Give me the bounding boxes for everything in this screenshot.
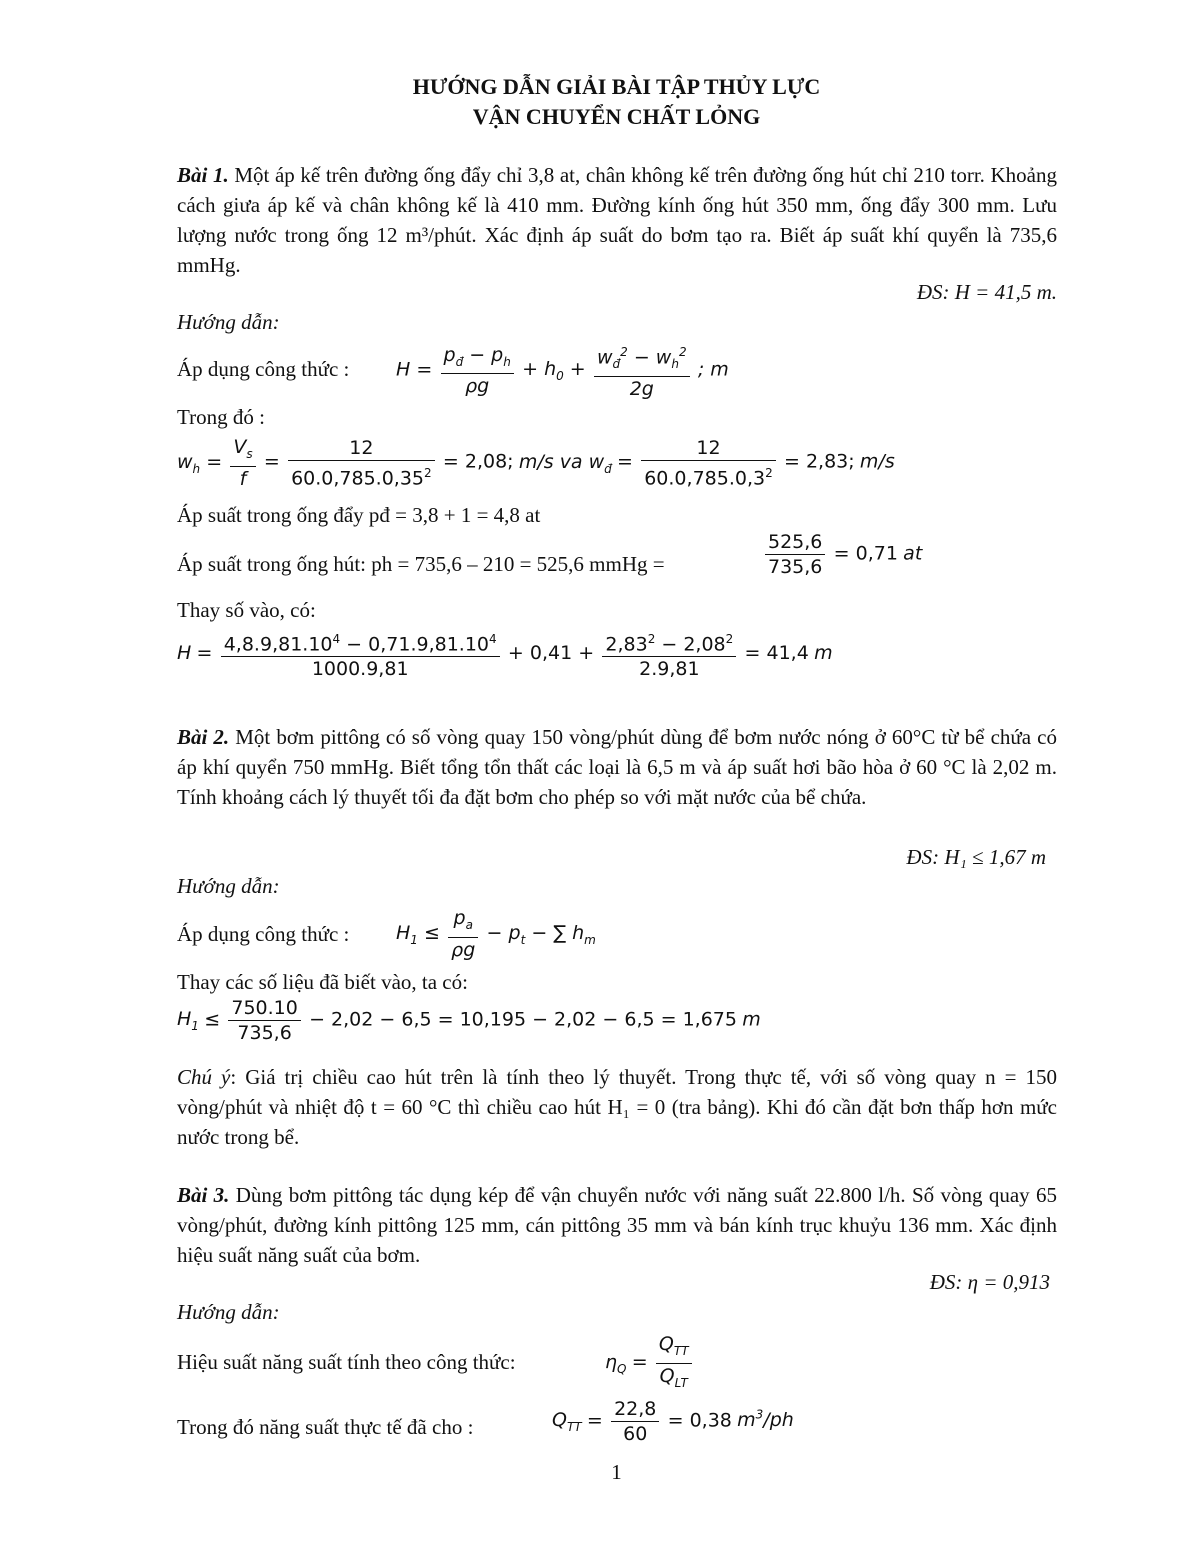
formula-suction-ratio: $\frac{525,6}{735,6}$ = 0,71 at xyxy=(762,530,922,579)
exercise-3-actual-label: Trong đó năng suất thực tế đã cho : xyxy=(177,1415,474,1439)
exercise-2-label: Bài 2. xyxy=(177,725,230,749)
exercise-1-push-pressure: Áp suất trong ống đẩy pđ = 3,8 + 1 = 4,8 at xyxy=(177,503,541,527)
exercise-2-note xyxy=(177,1062,1057,1152)
formula-actual-flow: $Q_{TT}$ = $\frac{22,8}{60}$ = 0,38 $m^3/ph$ xyxy=(552,1398,794,1445)
exercise-2-apply-label: Áp dụng công thức : xyxy=(177,922,350,946)
formula-result-1: H = $\frac{4,8.9,81.10^4 - 0,71.9,81.10^4}{1000.9,81}$ + 0,41 + $\frac{2,83^2 - 2,08^2}{2.9,81}$ = 41,4 m xyxy=(177,627,833,681)
exercise-1-text xyxy=(177,160,1057,280)
exercise-2-substitute-label: Thay các số liệu đã biết vào, ta có: xyxy=(177,970,468,994)
exercise-2-note-body: : Giá trị chiều cao hút trên là tính theo lý thuyết. Trong thực tế, với số vòng quay n = 150 vòng/phút và nhiệt độ t = 60 °C thì chiều cao hút H₁ = 0 (tra bảng). Khi đó cần đặt bơn thấp hơn mức nước trong bể. xyxy=(177,1065,1057,1149)
formula-2: $H_1$ ≤ $\frac{p_a}{\rho g}$ − $p_t$ − ∑ $h_m$ xyxy=(396,907,596,961)
exercise-1-body: Một áp kế trên đường ống đẩy chỉ 3,8 at, chân không kế trên đường ống hút chỉ 210 torr. Khoảng cách giưa áp kế và chân không kế là 410 mm. Đường kính ống hút 350 mm, ống đẩy 300 mm. Lưu lượng nước trong ống 12 m³/phút. Xác định áp suất do bơm tạo ra. Biết áp suất khí quyển là 735,6 mmHg. xyxy=(177,163,1058,277)
exercise-1-answer: ĐS: H = 41,5 m. xyxy=(916,280,1057,304)
exercise-1-suction-pressure: Áp suất trong ống hút: ph = 735,6 – 210 = 525,6 mmHg = xyxy=(177,552,665,576)
exercise-2-note-label: Chú ý xyxy=(177,1065,231,1089)
exercise-3-answer: ĐS: η = 0,913 xyxy=(929,1270,1050,1294)
formula-result-2: $H_1$ ≤ $\frac{750.10}{735,6}$ − 2,02 − 6,5 = 10,195 − 2,02 − 6,5 = 1,675 m xyxy=(177,997,761,1044)
formula-velocities: $w_h$ = $\frac{V_s}{f}$ = $\frac{12}{60.0,785.0,35^2}$ = 2,08; m/s va $w_đ$ = $\frac{12}{60.0,785.0,3^2}$ = 2,83; m/s xyxy=(177,436,895,490)
exercise-3-label: Bài 3. xyxy=(177,1183,230,1207)
exercise-2-guide: Hướng dẫn: xyxy=(177,874,280,898)
page-number: 1 xyxy=(611,1460,622,1484)
exercise-1-where-label: Trong đó : xyxy=(177,405,265,429)
exercise-2-text xyxy=(177,722,1057,812)
title-line-2: VẬN CHUYỂN CHẤT LỎNG xyxy=(472,104,761,129)
exercise-1-apply-label: Áp dụng công thức : xyxy=(177,357,350,381)
exercise-1-label: Bài 1. xyxy=(177,163,229,187)
formula-3: $\eta_Q$ = $\frac{Q_{TT}}{Q_{LT}}$ xyxy=(605,1332,695,1395)
exercise-2-answer: ĐS: H₁ ≤ 1,67 m xyxy=(906,845,1046,869)
exercise-3-text xyxy=(177,1180,1057,1270)
exercise-3-body: Dùng bơm pittông tác dụng kép để vận chuyển nước với năng suất 22.800 l/h. Số vòng quay 65 vòng/phút, đường kính pittông 125 mm, cán pittông 35 mm và bán kính trục khuỷu 136 mm. Xác định hiệu suất năng suất của bơm. xyxy=(177,1183,1057,1267)
exercise-3-guide: Hướng dẫn: xyxy=(177,1300,280,1324)
formula-1: H = $\frac{p_đ - p_h}{\rho g}$ + $h_0$ + $\frac{w_đ^2 - w_h^2}{2g}$ ; m xyxy=(396,340,729,401)
title-line-1: HƯỚNG DẪN GIẢI BÀI TẬP THỦY LỰC xyxy=(412,74,821,99)
exercise-1-substitute-label: Thay số vào, có: xyxy=(177,598,316,622)
exercise-2-body: Một bơm pittông có số vòng quay 150 vòng/phút dùng để bơm nước nóng ở 60°C từ bể chứa có áp khí quyển 750 mmHg. Biết tổng tổn thất các loại là 6,5 m và áp suất hơi bão hòa ở 60 °C là 2,02 m. Tính khoảng cách lý thuyết tối đa đặt bơm cho phép so với mặt nước của bể chứa. xyxy=(177,725,1057,809)
exercise-3-efficiency-label: Hiệu suất năng suất tính theo công thức: xyxy=(177,1350,516,1374)
exercise-1-guide: Hướng dẫn: xyxy=(177,310,280,334)
